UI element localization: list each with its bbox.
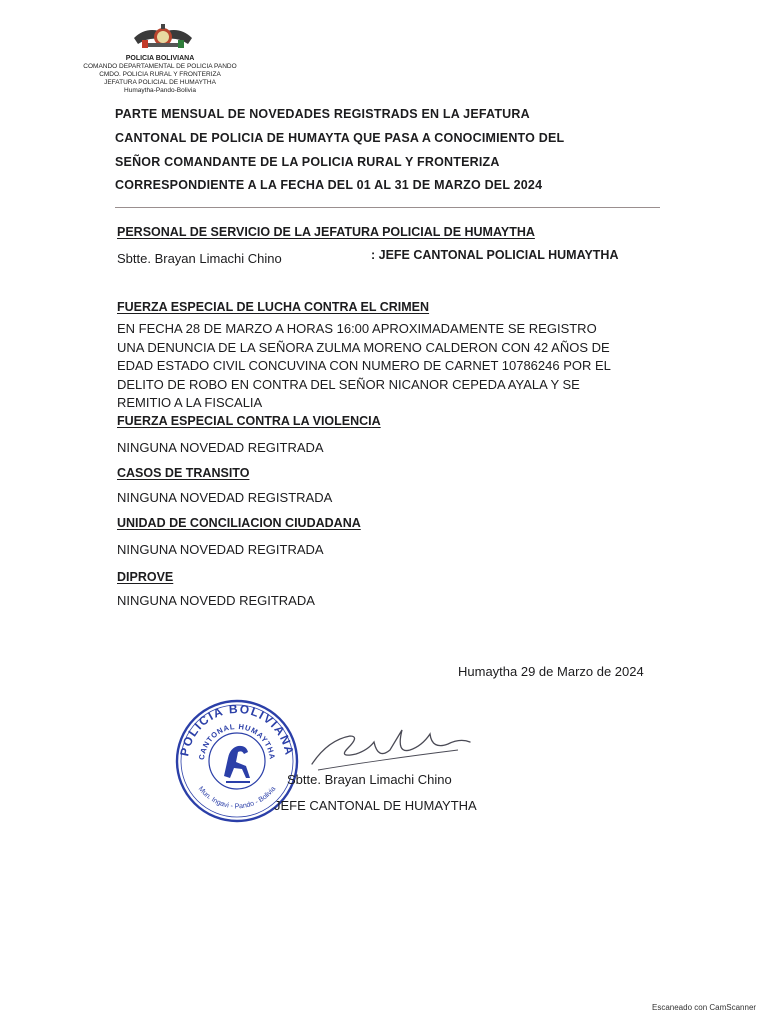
personal-name: Sbtte. Brayan Limachi Chino (117, 251, 282, 266)
title-line-3: SEÑOR COMANDANTE DE LA POLICIA RURAL Y FRONTERIZA (115, 155, 500, 169)
letterhead-command: COMANDO DEPARTAMENTAL DE POLICIA PANDO (83, 63, 237, 70)
crimen-line-5: REMITIO A LA FISCALIA (117, 395, 263, 410)
divider (115, 207, 660, 208)
crimen-line-1: EN FECHA 28 DE MARZO A HORAS 16:00 APROXIMADAMENTE SE REGISTRO (117, 321, 597, 336)
title-line-2: CANTONAL DE POLICIA DE HUMAYTA QUE PASA A CONOCIMIENTO DEL (115, 131, 565, 145)
signature-role: JEFE CANTONAL DE HUMAYTHA (274, 798, 477, 813)
section-body-conciliacion: NINGUNA NOVEDAD REGITRADA (117, 542, 324, 557)
section-heading-crimen: FUERZA ESPECIAL DE LUCHA CONTRA EL CRIMEN (117, 300, 430, 314)
letterhead-location: Humaytha-Pando-Bolivia (124, 87, 196, 94)
camscanner-watermark: Escaneado con CamScanner (652, 1003, 757, 1012)
handwritten-signature-icon (298, 720, 483, 780)
personal-role: : JEFE CANTONAL POLICIAL HUMAYTHA (371, 248, 619, 262)
section-heading-diprove: DIPROVE (117, 570, 174, 584)
section-heading-conciliacion: UNIDAD DE CONCILIACION CIUDADANA (117, 516, 361, 530)
section-body-crimen (117, 320, 662, 413)
title-line-1: PARTE MENSUAL DE NOVEDADES REGISTRADS EN LA JEFATURA (115, 107, 530, 121)
stamp-bottom-text: Mun. Ingavi - Pando - Bolivia (196, 785, 278, 811)
crimen-line-2: UNA DENUNCIA DE LA SEÑORA ZULMA MORENO CALDERON CON 42 AÑOS DE (117, 339, 610, 355)
signature-name: Sbtte. Brayan Limachi Chino (287, 772, 452, 787)
bolivia-coat-of-arms-icon (128, 22, 198, 52)
date-line: Humaytha 29 de Marzo de 2024 (458, 664, 644, 679)
letterhead-institution: POLICIA BOLIVIANA (125, 55, 195, 62)
section-heading-violencia: FUERZA ESPECIAL CONTRA LA VIOLENCIA (117, 414, 381, 428)
stamp-top-text: POLICIA BOLIVIANA (177, 701, 297, 758)
section-heading-transito: CASOS DE TRANSITO (117, 466, 250, 480)
letterhead-jefatura: JEFATURA POLICIAL DE HUMAYTHA (104, 79, 216, 86)
crimen-line-4: DELITO DE ROBO EN CONTRA DEL SEÑOR NICANOR CEPEDA AYALA Y SE (117, 376, 580, 392)
letterhead-rural-command: CMDO. POLICIA RURAL Y FRONTERIZA (99, 71, 221, 78)
section-body-violencia: NINGUNA NOVEDAD REGITRADA (117, 440, 324, 455)
crimen-line-3: EDAD ESTADO CIVIL CONCUVINA CON NUMERO DE CARNET 10786246 POR EL (117, 358, 611, 373)
personal-heading: PERSONAL DE SERVICIO DE LA JEFATURA POLICIAL DE HUMAYTHA (117, 225, 535, 239)
title-line-4: CORRESPONDIENTE A LA FECHA DEL 01 AL 31 DE MARZO DEL 2024 (115, 178, 543, 192)
section-body-diprove: NINGUNA NOVEDD REGITRADA (117, 593, 315, 608)
stamp-inner-text: CANTONAL HUMAYTHA (196, 721, 278, 761)
section-body-transito: NINGUNA NOVEDAD REGISTRADA (117, 490, 333, 505)
